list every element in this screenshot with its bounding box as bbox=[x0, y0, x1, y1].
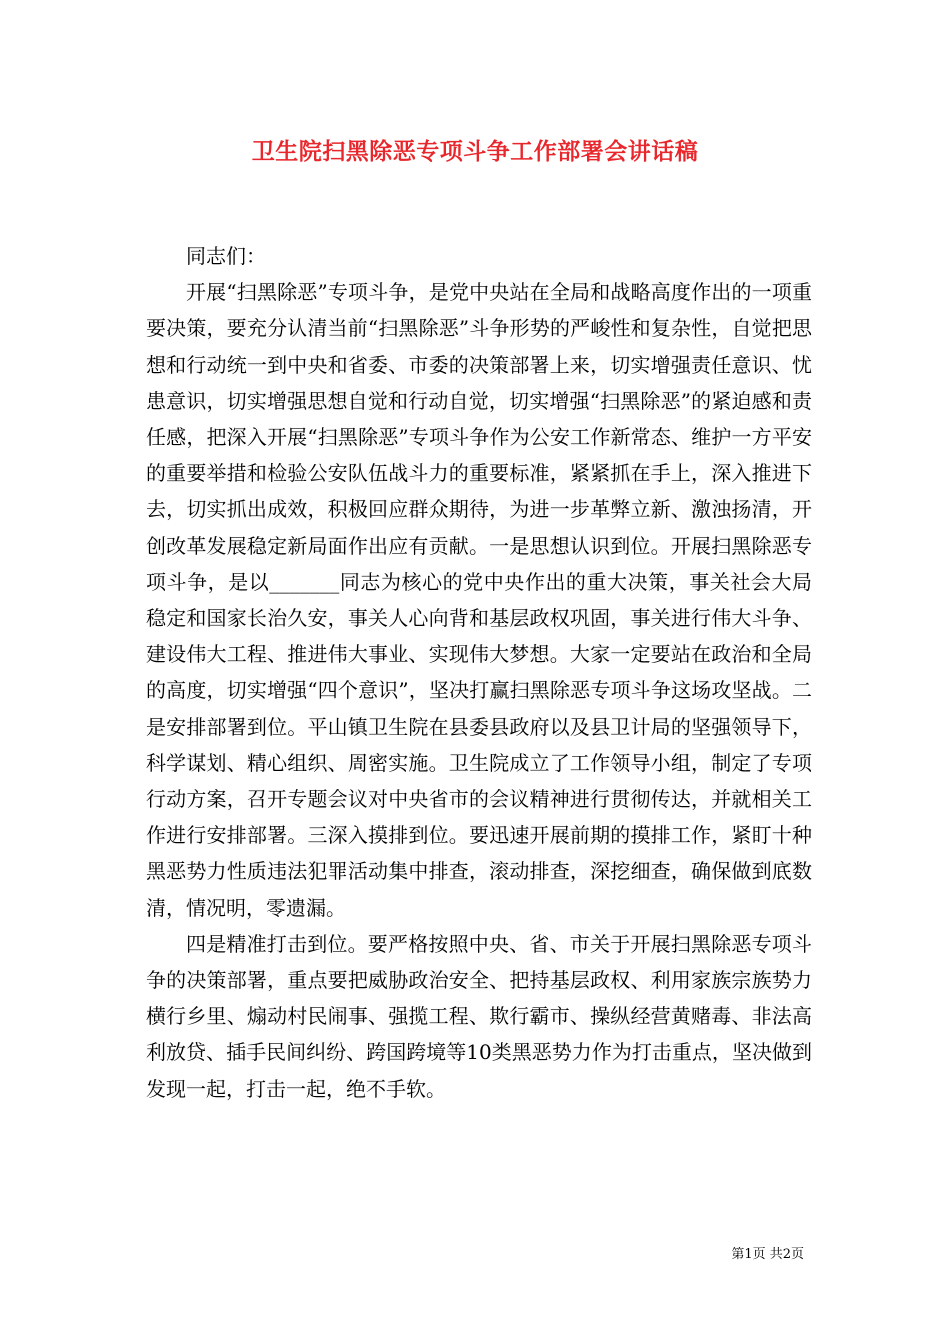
page-number: 第1页 共2页 bbox=[731, 1247, 804, 1262]
document-title: 卫生院扫黑除恶专项斗争工作部署会讲话稿 bbox=[251, 138, 699, 165]
salutation: 同志们： bbox=[186, 244, 266, 268]
body-paragraph-2: 四是精准打击到位。要严格按照中央、省、市关于开展扫黑除恶专项斗争的决策部署，重点要把威胁政治安全、把持基层政权、利用家族宗族势力横行乡里、煽动村民闹事、强揽工程、欺行霸市、操纵经营黄赌毒、非法高利放贷、插手民间纠纷、跨国跨境等10类黑恶势力作为打击重点，坚决做到发现一起，打击一起，绝不手软。 bbox=[146, 931, 812, 1101]
document-body bbox=[146, 238, 812, 1107]
body-paragraph-1: 开展“扫黑除恶”专项斗争，是党中央站在全局和战略高度作出的一项重要决策，要充分认清当前“扫黑除恶”斗争形势的严峻性和复杂性，自觉把思想和行动统一到中央和省委、市委的决策部署上来，切实增强责任意识、忧患意识，切实增强思想自觉和行动自觉，切实增强“扫黑除恶”的紧迫感和责任感，把深入开展“扫黑除恶”专项斗争作为公安工作新常态、维护一方平安的重要举措和检验公安队伍战斗力的重要标准，紧紧抓在手上，深入推进下去，切实抓出成效，积极回应群众期待，为进一步革弊立新、激浊扬清，开创改革发展稳定新局面作出应有贡献。一是思想认识到位。开展扫黑除恶专项斗争，是以_______同志为核心的党中央作出的重大决策，事关社会大局稳定和国家长治久安，事关人心向背和基层政权巩固，事关进行伟大斗争、建设伟大工程、推进伟大事业、实现伟大梦想。大家一定要站在政治和全局的高度，切实增强“四个意识”，坚决打赢扫黑除恶专项斗争这场攻坚战。二是安排部署到位。平山镇卫生院在县委县政府以及县卫计局的坚强领导下，科学谋划、精心组织、周密实施。卫生院成立了工作领导小组，制定了专项行动方案，召开专题会议对中央省市的会议精神进行贯彻传达，并就相关工作进行安排部署。三深入摸排到位。要迅速开展前期的摸排工作，紧盯十种黑恶势力性质违法犯罪活动集中排查，滚动排查，深挖细查，确保做到底数清，情况明，零遗漏。 bbox=[146, 280, 812, 920]
